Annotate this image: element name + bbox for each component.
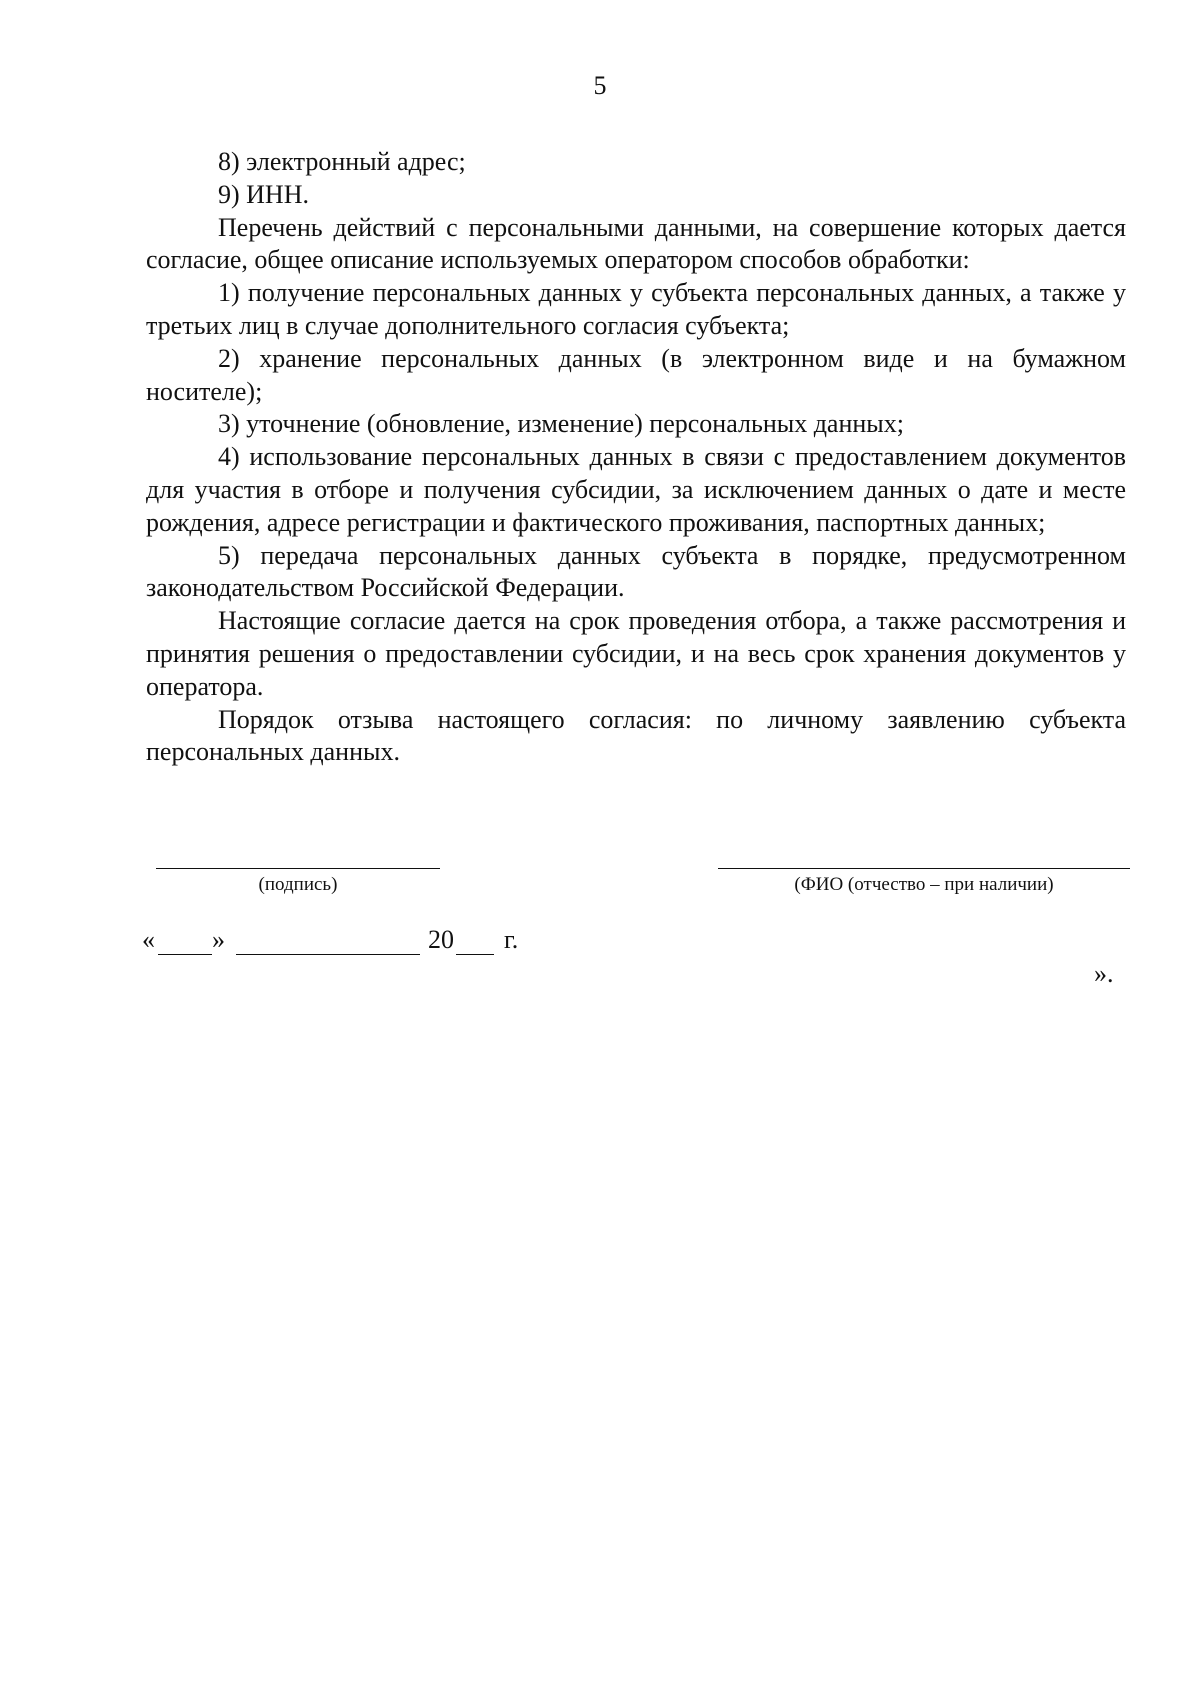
page-number: 5 xyxy=(593,71,607,100)
consent-term-paragraph: Настоящие согласие дается на срок проведения отбора, а также рассмотрения и принятия решения о предоставлении субсидии, и на весь срок хранения документов у оператора. xyxy=(146,606,1126,701)
year-prefix: 20 xyxy=(428,925,454,954)
year-suffix: г. xyxy=(504,925,519,954)
list-item-inn: 9) ИНН. xyxy=(218,179,309,209)
action-item-2: 2) хранение персональных данных (в электронном виде и на бумажном носителе); xyxy=(146,343,1126,406)
list-item-email: 8) электронный адрес; xyxy=(218,147,466,176)
signature-line[interactable] xyxy=(156,868,440,869)
year-blank[interactable] xyxy=(456,954,494,955)
action-item-4: 4) использование персональных данных в связи с предоставлением документов для участия в отборе и получения субсидии, за исключением данных о дате и месте рождения, адресе регистрации и фактического проживания, паспортных данных; xyxy=(146,442,1126,537)
consent-body xyxy=(146,146,1126,769)
action-item-3: 3) уточнение (обновление, изменение) персональных данных; xyxy=(218,409,904,439)
signature-caption: (подпись) xyxy=(258,874,338,895)
actions-intro-paragraph: Перечень действий с персональными данными, на совершение которых дается согласие, общее описание используемых оператором способов обработки: xyxy=(146,212,1126,275)
date-open-quote: « xyxy=(142,925,155,954)
month-blank[interactable] xyxy=(236,954,420,955)
action-item-5: 5) передача персональных данных субъекта в порядке, предусмотренном законодательством Российской Федерации. xyxy=(146,540,1126,603)
action-item-1: 1) получение персональных данных у субъекта персональных данных, а также у третьих лиц в случае дополнительного согласия субъекта; xyxy=(146,278,1126,340)
day-blank[interactable] xyxy=(158,954,212,955)
revocation-paragraph: Порядок отзыва настоящего согласия: по личному заявлению субъекта персональных данных. xyxy=(146,704,1126,767)
full-name-caption: (ФИО (отчество – при наличии) xyxy=(794,874,1054,895)
date-close-quote: » xyxy=(212,925,225,954)
full-name-line[interactable] xyxy=(718,868,1130,869)
closing-quote-mark: ». xyxy=(1094,959,1114,988)
